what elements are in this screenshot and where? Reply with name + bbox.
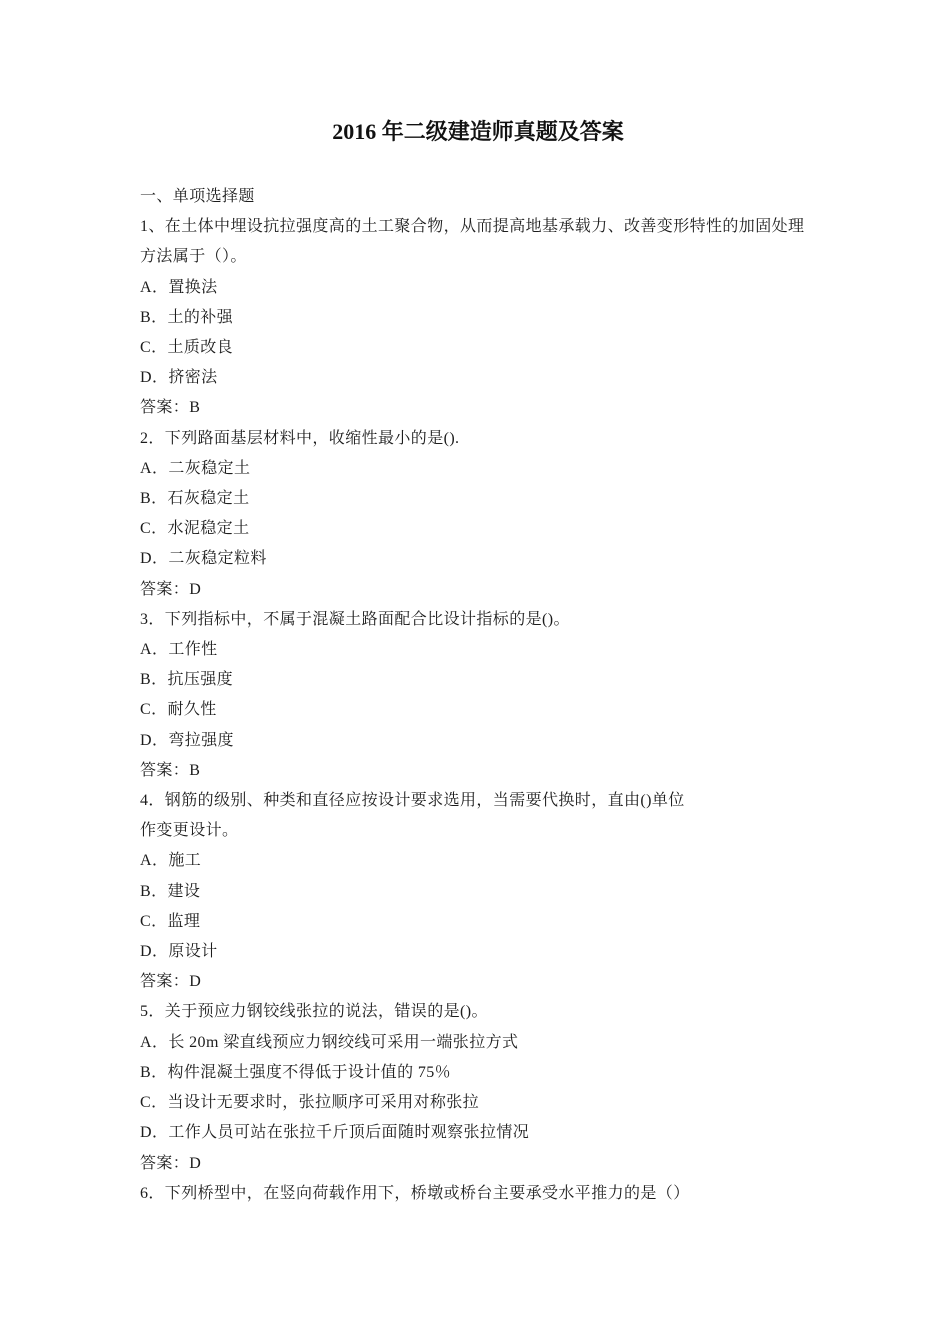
- question-stem-line: 4．钢筋的级别、种类和直径应按设计要求选用，当需要代换时，直由()单位: [140, 792, 685, 810]
- option-line: A．施工: [140, 852, 202, 870]
- option-line: D．挤密法: [140, 369, 218, 387]
- option-line: C．耐久性: [140, 701, 217, 719]
- answer-line: 答案：D: [140, 1154, 202, 1172]
- question-stem-line: 1、在土体中埋设抗拉强度高的土工聚合物，从而提高地基承载力、改善变形特性的加固处理: [140, 218, 805, 236]
- question-stem-line: 5．关于预应力钢铰线张拉的说法，错误的是()。: [140, 1003, 488, 1021]
- option-line: B．石灰稳定土: [140, 490, 250, 508]
- document-title: 2016 年二级建造师真题及答案: [332, 119, 624, 144]
- option-line: D．原设计: [140, 943, 218, 961]
- question-stem-line: 2．下列路面基层材料中，收缩性最小的是().: [140, 429, 460, 447]
- option-line: A．二灰稳定土: [140, 459, 251, 477]
- questions-container: [140, 212, 816, 1209]
- option-line: C．当设计无要求时，张拉顺序可采用对称张拉: [140, 1094, 480, 1112]
- question-block-5: [140, 997, 816, 1178]
- question-stem-line: 6．下列桥型中，在竖向荷载作用下，桥墩或桥台主要承受水平推力的是（）: [140, 1184, 690, 1202]
- option-line: B．抗压强度: [140, 671, 234, 689]
- option-line: A．工作性: [140, 641, 218, 659]
- question-block-6: [140, 1179, 816, 1209]
- answer-line: 答案：B: [140, 761, 201, 779]
- option-line: C．监理: [140, 912, 201, 930]
- option-line: B．土的补强: [140, 308, 234, 326]
- option-line: B．构件混凝土强度不得低于设计值的 75％: [140, 1063, 452, 1081]
- answer-line: 答案：D: [140, 580, 202, 598]
- option-line: C．水泥稳定土: [140, 520, 250, 538]
- option-line: C．土质改良: [140, 339, 234, 357]
- question-stem-line: 作变更设计。: [140, 822, 239, 840]
- option-line: A．置换法: [140, 278, 218, 296]
- option-line: D．二灰稳定粒料: [140, 550, 267, 568]
- answer-line: 答案：D: [140, 973, 202, 991]
- answer-line: 答案：B: [140, 399, 201, 417]
- question-block-2: [140, 424, 816, 605]
- question-stem-line: 3．下列指标中，不属于混凝土路面配合比设计指标的是()。: [140, 610, 570, 628]
- option-line: B．建设: [140, 882, 201, 900]
- option-line: D．工作人员可站在张拉千斤顶后面随时观察张拉情况: [140, 1124, 530, 1142]
- section-heading: 一、单项选择题: [140, 188, 255, 205]
- option-line: D．弯拉强度: [140, 731, 234, 749]
- option-line: A．长 20m 梁直线预应力钢绞线可采用一端张拉方式: [140, 1033, 519, 1051]
- document-content: [140, 0, 816, 1209]
- question-block-3: [140, 605, 816, 786]
- question-block-1: [140, 212, 816, 423]
- question-block-4: [140, 786, 816, 997]
- question-stem-line: 方法属于（）。: [140, 248, 247, 266]
